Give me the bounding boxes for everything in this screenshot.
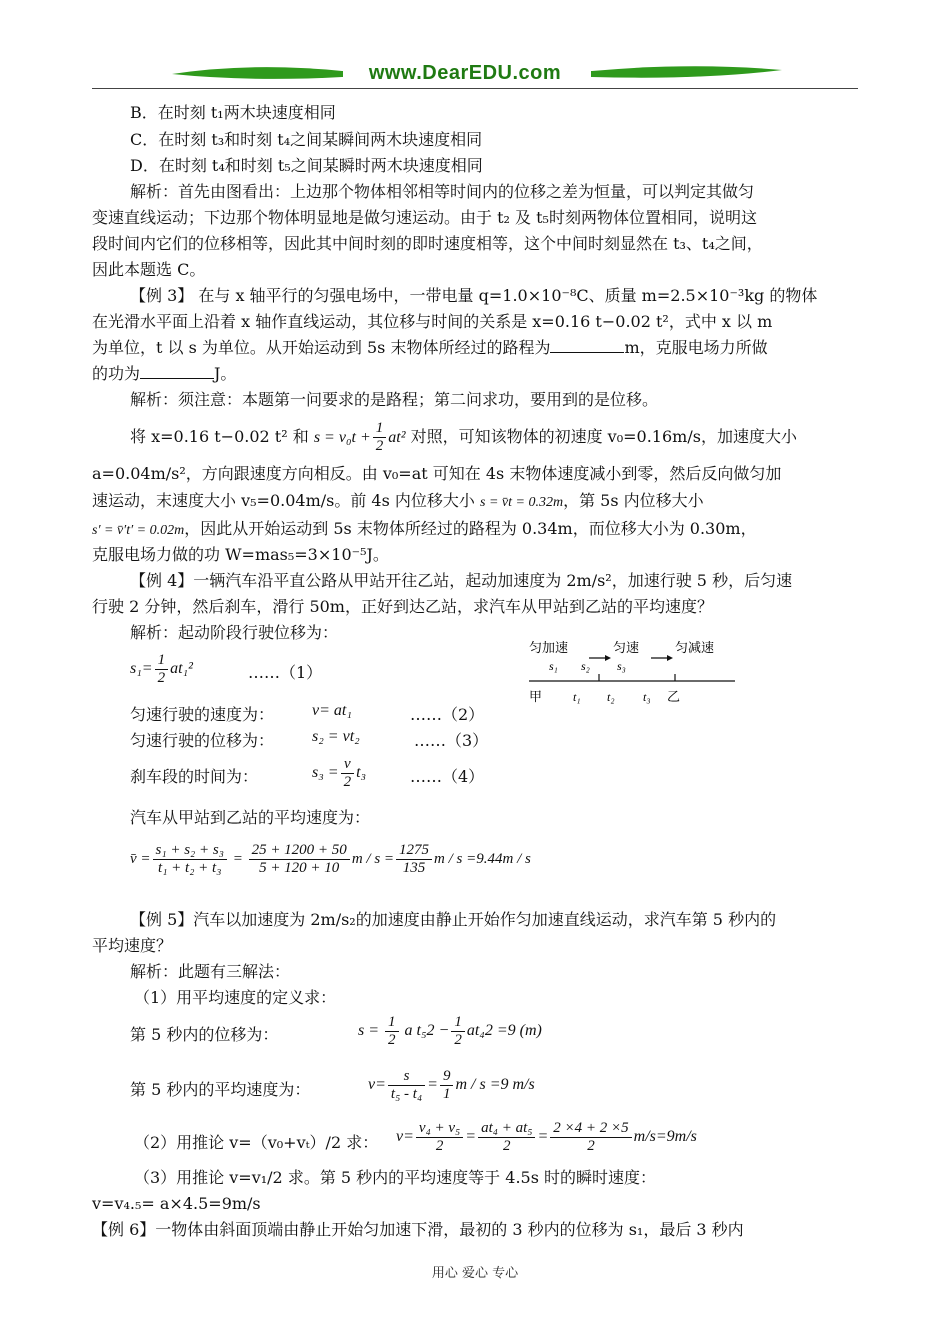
seg3-label: 匀减速 xyxy=(675,641,715,656)
eq2-tag: ……（2） xyxy=(410,705,485,724)
denominator: t₁ + t₂ + t₃ xyxy=(158,860,222,876)
numerator: 2 ×4 + 2 ×5 xyxy=(550,1120,631,1138)
end-label: 乙 xyxy=(667,690,681,705)
ex3-analysis3: a=0.04m/s²，方向跟速度方向相反。由 v₀=at 可知在 4s 末物体速度减小到零，然后反向做匀加 xyxy=(92,464,782,483)
fraction xyxy=(396,842,432,877)
fraction xyxy=(416,1120,463,1155)
fraction xyxy=(440,1068,454,1103)
method-2: （2）用推论 v=（v₀+vₜ）/2 求： xyxy=(134,1133,379,1152)
denominator: 2 xyxy=(343,774,352,790)
ex4-line1: 【例 4】一辆汽车沿平直公路从甲站开往乙站，起动加速度为 2m/s²，加速行驶 5 秒，后匀速 xyxy=(130,571,793,590)
ex6-line1: 【例 6】一物体由斜面顶端由静止开始匀加速下滑，最初的 3 秒内的位移为 s₁，最后 3 秒内 xyxy=(92,1220,744,1239)
ex4-analysis: 解析：起动阶段行驶位移为： xyxy=(130,623,339,642)
fraction xyxy=(249,842,350,877)
numerator: at₄ + at₅ xyxy=(478,1120,535,1138)
result: m / s =9.44m / s xyxy=(434,850,531,867)
numerator: 1 xyxy=(451,1014,465,1032)
fraction xyxy=(388,1068,425,1103)
ex3-text: 速运动，末速度大小 v₅=0.04m/s。前 4s 内位移大小 xyxy=(92,491,475,510)
ex3-analysis4 xyxy=(92,489,858,515)
denominator: 135 xyxy=(402,860,426,876)
numerator: 1275 xyxy=(396,842,432,860)
method-3: （3）用推论 v=v₁/2 求。第 5 秒内的平均速度等于 4.5s 时的瞬时速度： xyxy=(134,1168,657,1187)
avg-formula: v̄ = $\frac{\text{s₁ + s₂ + s₃}}{\text{t₁ + t₂ + t₃}}$ = $\frac{25 + 1200 + 50}{5 + 120 + 10}$ m / s = $\frac{1275}{135}$ m / s =9.44m / s xyxy=(130,842,531,876)
analysis1-line1: 解析：首先由图看出：上边那个物体相邻相等时间内的位移之差为恒量，可以判定其做匀 xyxy=(130,182,755,201)
m2-v: v= xyxy=(396,1128,414,1146)
eq2: v= at₁ xyxy=(312,702,352,719)
eq3-tag: ……（3） xyxy=(414,731,489,750)
eq1-left: s₁= xyxy=(130,660,153,678)
analysis1-line4: 因此本题选 C。 xyxy=(92,260,206,279)
ex3-text: ，因此从开始运动到 5s 末物体所经过的路程为 0.34m，而位移大小为 0.30m， xyxy=(184,519,757,538)
denominator: 2 xyxy=(388,1032,396,1048)
arrow-2-head xyxy=(667,655,673,661)
numerator: v₄ + v₅ xyxy=(416,1120,463,1138)
fraction xyxy=(451,1014,465,1049)
ex5-line2: 平均速度？ xyxy=(92,936,173,955)
start-label: 甲 xyxy=(529,690,543,705)
numerator: v xyxy=(341,756,355,774)
option-d: D．在时刻 t₄和时刻 t₅之间某瞬时两木块速度相同 xyxy=(130,156,483,175)
ex3-text: 将 x=0.16 t−0.02 t² 和 xyxy=(130,427,309,446)
eq1-tag: ……（1） xyxy=(248,663,323,682)
d2-v: v= xyxy=(368,1076,386,1094)
ex3-text: 为单位，t 以 s 为单位。从开始运动到 5s 末物体所经过的路程为 xyxy=(92,338,551,357)
fraction xyxy=(478,1120,535,1155)
unit: m / s = xyxy=(351,850,395,867)
t3-label: t₃ xyxy=(643,690,651,704)
denominator: 2 xyxy=(157,670,166,686)
ex3-text: 的功为 xyxy=(92,364,141,383)
formula-s-fifth: s′ = v̄′t′ = 0.02m xyxy=(92,523,185,538)
d1-label: 第 5 秒内的位移为： xyxy=(130,1025,279,1044)
ex5-analysis: 解析：此题有三解法： xyxy=(130,962,291,981)
eq1-right: at₁² xyxy=(170,660,193,678)
eq4-right: t₃ xyxy=(356,764,367,782)
s1-label: s₁ xyxy=(549,659,558,673)
denominator: 1 xyxy=(442,1086,451,1102)
answer-blank-1[interactable] xyxy=(550,338,624,353)
ex4-line2: 行驶 2 分钟，然后刹车，滑行 50m，正好到达乙站，求汽车从甲站到乙站的平均速度？ xyxy=(92,597,713,616)
ex3-analysis1: 解析：须注意：本题第一问要求的是路程；第二问求功，要用到的是位移。 xyxy=(130,390,659,409)
denominator: 2 xyxy=(454,1032,462,1048)
ex3-analysis5 xyxy=(92,517,858,543)
d2-result: m / s =9 m/s xyxy=(455,1076,535,1094)
motion-diagram xyxy=(525,636,740,711)
eq1 xyxy=(130,652,193,687)
fraction xyxy=(550,1120,631,1155)
ex5-line1: 【例 5】汽车以加速度为 2m/s₂的加速度由静止开始作匀加速直线运动，求汽车第 5 秒内的 xyxy=(130,910,777,929)
d2-label: 第 5 秒内的平均速度为： xyxy=(130,1080,311,1099)
avg-label: 汽车从甲站到乙站的平均速度为： xyxy=(130,808,371,827)
ex3-text: m，克服电场力所做 xyxy=(624,338,768,357)
eq4-tag: ……（4） xyxy=(410,767,485,786)
d2-formula xyxy=(368,1068,535,1103)
fraction xyxy=(341,756,355,791)
t1-label: t₁ xyxy=(573,690,581,704)
numerator: 1 xyxy=(155,652,169,670)
avg-v: v̄ = xyxy=(130,850,151,867)
d1-mid: a t₅2 − xyxy=(404,1022,450,1040)
ex3-line3 xyxy=(92,336,858,360)
numerator: 25 + 1200 + 50 xyxy=(249,842,350,860)
denominator: 2 xyxy=(503,1138,511,1154)
formula-s-first4: s = v̄t = 0.32m xyxy=(480,495,564,510)
fraction xyxy=(153,842,227,877)
fraction xyxy=(155,652,169,687)
denominator: 2 xyxy=(435,1138,444,1154)
numerator: s xyxy=(388,1068,425,1086)
s2-label: s₂ xyxy=(581,659,590,673)
denominator: 5 + 120 + 10 xyxy=(259,860,340,876)
numerator: 9 xyxy=(440,1068,454,1086)
ex3-line1: 【例 3】 在与 x 轴平行的匀强电场中，一带电量 q=1.0×10⁻⁸C、质量 m=2.5×10⁻³kg 的物体 xyxy=(130,286,818,305)
header-rule xyxy=(92,88,858,89)
fraction xyxy=(385,1014,399,1049)
t2-label: t₂ xyxy=(607,690,615,704)
numerator: s₁ + s₂ + s₃ xyxy=(153,842,227,860)
m2-result: m/s=9m/s xyxy=(633,1128,697,1146)
ex3-text: ，第 5s 内位移大小 xyxy=(563,491,704,510)
formula-tail: at² xyxy=(388,429,406,446)
ex3-line4 xyxy=(92,362,858,386)
m2-formula: v= $\frac{\text{v₄ + v₅}}{2}$ = $\frac{\text{at₄ + at₅}}{2}$ = $\frac{2 \times 4 + 2 \times 5}{2}$ m/s=9m/s xyxy=(396,1120,697,1154)
d1-formula xyxy=(358,1014,542,1049)
eq4 xyxy=(312,756,366,791)
answer-blank-2[interactable] xyxy=(140,364,214,379)
denominator: t₅ - t₄ xyxy=(390,1086,423,1102)
method-1: （1）用平均速度的定义求： xyxy=(134,988,337,1007)
footer: 用心 爱心 专心 xyxy=(431,1266,519,1281)
d1-end: at₄2 =9 (m) xyxy=(466,1022,542,1040)
ex3-analysis2 xyxy=(130,420,858,455)
seg2-label: 匀速 xyxy=(613,641,640,656)
s3-label: s₃ xyxy=(617,659,626,673)
numerator: 1 xyxy=(373,420,387,438)
ex3-text: J。 xyxy=(214,364,237,383)
option-c: C．在时刻 t₃和时刻 t₄之间某瞬间两木块速度相同 xyxy=(130,130,483,149)
eq3: s₂ = vt₂ xyxy=(312,728,360,745)
eq4-label: 刹车段的时间为： xyxy=(130,767,259,786)
denominator: 2 xyxy=(587,1138,595,1154)
ex3-analysis6: 克服电场力做的功 W=mas₅=3×10⁻⁵J。 xyxy=(92,545,389,564)
d1-s: s = xyxy=(358,1022,380,1040)
option-b: B．在时刻 t₁两木块速度相同 xyxy=(130,103,336,122)
numerator: 1 xyxy=(385,1014,399,1032)
site-brand[interactable]: www.DearEDU.com xyxy=(368,62,562,84)
ex3-line2: 在光滑水平面上沿着 x 轴作直线运动，其位移与时间的关系是 x=0.16 t−0.02 t²，式中 x 以 m xyxy=(92,312,773,331)
analysis1-line2: 变速直线运动；下边那个物体明显地是做匀速运动。由于 t₂ 及 t₅时刻两物体位置相同，说明这 xyxy=(92,208,757,227)
method-3-result: v=v₄.₅= a×4.5=9m/s xyxy=(92,1194,261,1213)
eq4-left: s₃ = xyxy=(312,764,339,782)
analysis1-line3: 段时间内它们的位移相等，因此其中间时刻的即时速度相等，这个中间时刻显然在 t₃、t₄之间， xyxy=(92,234,763,253)
denominator: 2 xyxy=(375,438,384,454)
seg1-label: 匀加速 xyxy=(529,641,569,656)
ex3-text: 对照，可知该物体的初速度 v₀=0.16m/s，加速度大小 xyxy=(410,427,797,446)
formula-s: s = v₀t + xyxy=(313,429,371,446)
eq3-label: 匀速行驶的位移为： xyxy=(130,731,275,750)
equals: = xyxy=(427,1076,438,1094)
fraction xyxy=(373,420,387,455)
eq2-label: 匀速行驶的速度为： xyxy=(130,705,275,724)
arrow-1-head xyxy=(605,655,611,661)
